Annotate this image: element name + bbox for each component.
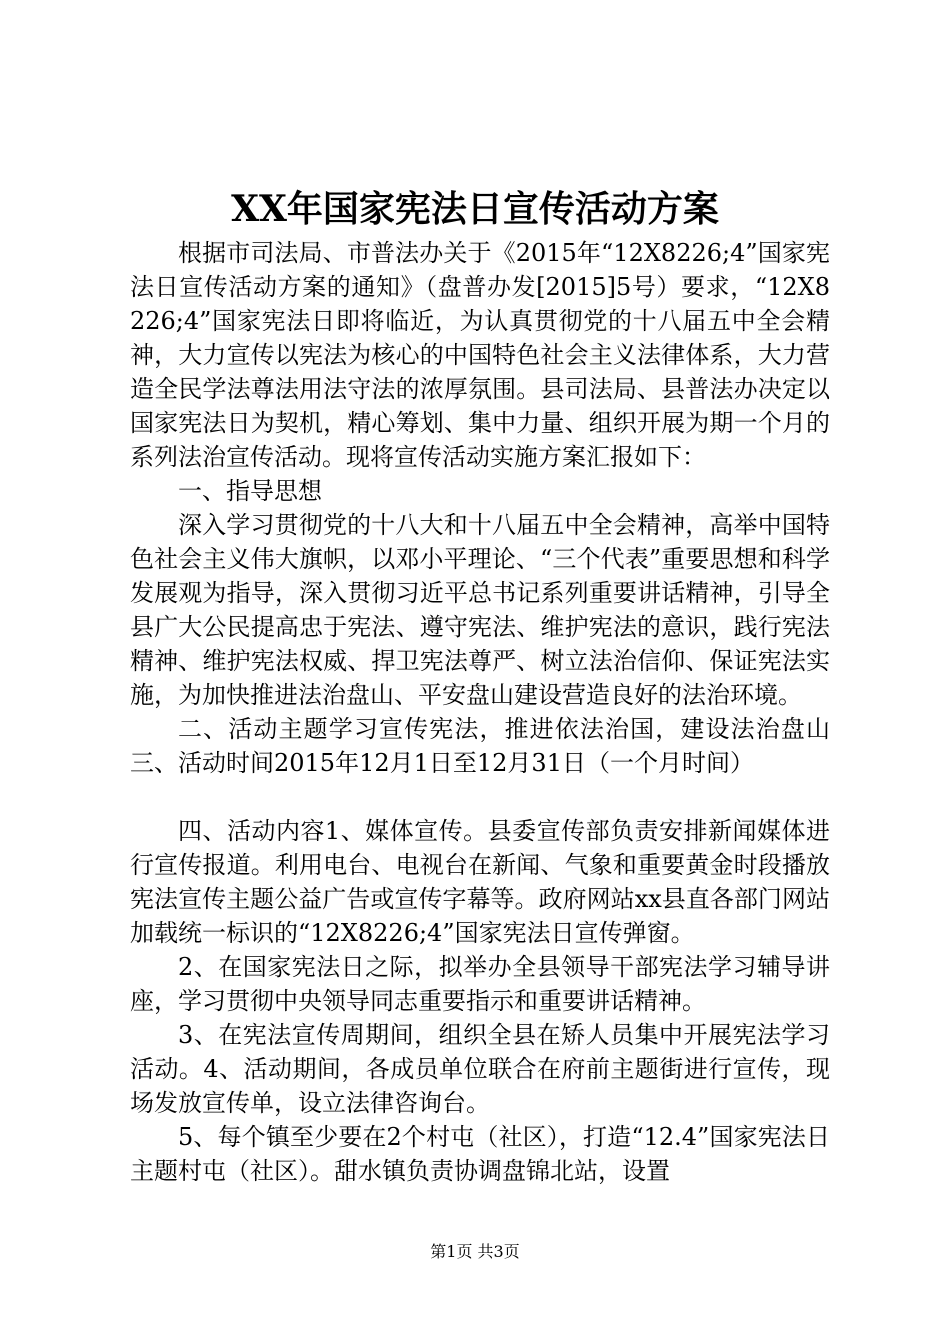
paragraph-activity-content-5: 5、每个镇至少要在2个村屯（社区），打造“12.4”国家宪法日主题村屯（社区）。甜水镇负责协调盘锦北站，设置	[130, 1123, 830, 1185]
paragraph-activity-content-3-4: 3、在宪法宣传周期间，组织全县在矫人员集中开展宪法学习活动。4、活动期间，各成员单位联合在府前主题街进行宣传，现场发放宣传单，设立法律咨询台。	[130, 1021, 830, 1117]
document-title: XX年国家宪法日宣传活动方案	[231, 188, 719, 230]
paragraph-activity-content-1: 四、活动内容1、媒体宣传。县委宣传部负责安排新闻媒体进行宣传报道。利用电台、电视台在新闻、气象和重要黄金时段播放宪法宣传主题公益广告或宣传字幕等。政府网站xx县直各部门网站加载统一标识的“12X8226;4”国家宪法日宣传弹窗。	[130, 817, 830, 947]
page-footer: 第1页 共3页	[430, 1242, 520, 1261]
paragraph-guiding-thought: 深入学习贯彻党的十八大和十八届五中全会精神，高举中国特色社会主义伟大旗帜，以邓小平理论、“三个代表”重要思想和科学发展观为指导，深入贯彻习近平总书记系列重要讲话精神，引导全县广大公民提高忠于宪法、遵守宪法、维护宪法的意识，践行宪法精神、维护宪法权威、捍卫宪法尊严、树立法治信仰、保证宪法实施，为加快推进法治盘山、平安盘山建设营造良好的法治环境。	[130, 511, 830, 709]
paragraph-activity-content-2: 2、在国家宪法日之际，拟举办全县领导干部宪法学习辅导讲座，学习贯彻中央领导同志重要指示和重要讲话精神。	[130, 953, 830, 1015]
paragraph-intro: 根据市司法局、市普法办关于《2015年“12X8226;4”国家宪法日宣传活动方案的通知》（盘普办发[2015]5号）要求，“12X8226;4”国家宪法日即将临近，为认真贯彻党的十八届五中全会精神，大力宣传以宪法为核心的中国特色社会主义法律体系，大力营造全民学法尊法用法守法的浓厚氛围。县司法局、县普法办决定以国家宪法日为契机，精心筹划、集中力量、组织开展为期一个月的系列法治宣传活动。现将宣传活动实施方案汇报如下：	[130, 239, 830, 471]
paragraph-theme-and-time: 二、活动主题学习宣传宪法，推进依法治国，建设法治盘山三、活动时间2015年12月1日至12月31日（一个月时间）	[130, 715, 830, 777]
heading-guiding-thought: 一、指导思想	[178, 477, 322, 505]
document-body	[130, 236, 830, 1188]
